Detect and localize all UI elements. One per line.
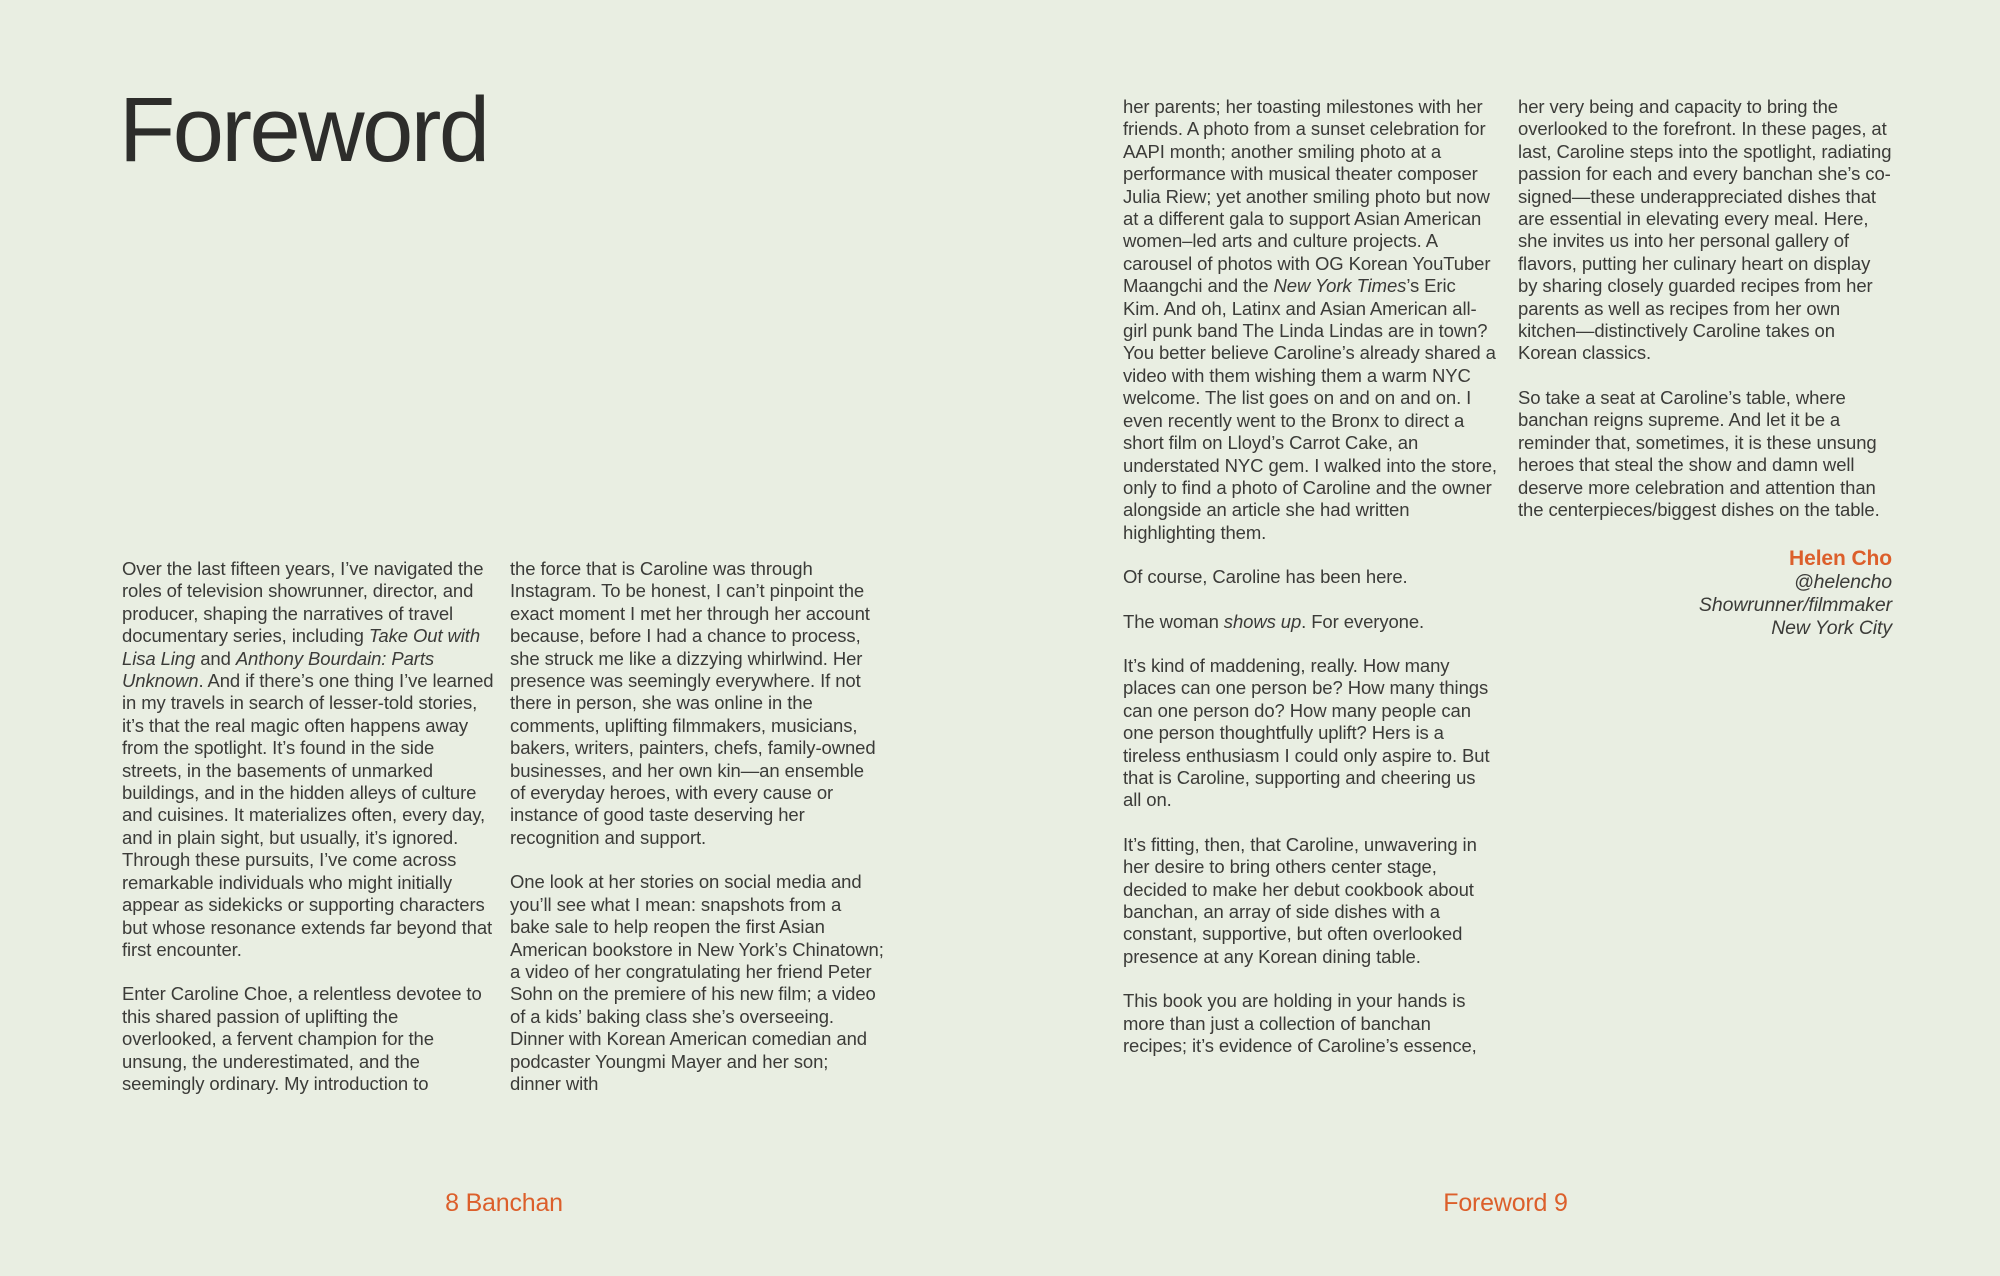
paragraph: The woman shows up. For everyone. xyxy=(1123,610,1425,632)
left-page-footer: 8 Banchan xyxy=(445,1189,563,1217)
signature-block xyxy=(1518,547,1892,640)
paragraph: It’s kind of maddening, really. How many places can one person be? How many things can one person do? How many people can one person thoughtfully uplift? Hers is a tireless enthusiasm I could only aspire to. But that is Caroline, supporting and cheering us all on. xyxy=(1123,654,1490,811)
left-page-column-2 xyxy=(510,558,884,1095)
paragraph: the force that is Caroline was through Instagram. To be honest, I can’t pinpoint the exact moment I met her through her account because, before I had a chance to process, she struck me like a dizzying whirlwind. Her presence was seemingly everywhere. If not there in person, she was online in the comments, uplifting filmmakers, musicians, bakers, writers, painters, chefs, family-owned businesses, and her own kin—an ensemble of everyday heroes, with every cause or instance of good taste deserving her recognition and support. xyxy=(510,558,876,848)
paragraph: It’s fitting, then, that Caroline, unwavering in her desire to bring others center stage, decided to make her debut cookbook about banchan, an array of side dishes with a constant, supportive, but often overlooked presence at any Korean dining table. xyxy=(1123,833,1477,967)
right-page-footer: Foreword 9 xyxy=(1443,1189,1568,1217)
paragraph: her very being and capacity to bring the overlooked to the forefront. In these pages, at last, Caroline steps into the spotlight, radiating passion for each and every banchan she’s co-signed—these underappreciated dishes that are essential in elevating every meal. Here, she invites us into her personal gallery of flavors, putting her culinary heart on display by sharing closely guarded recipes from her parents as well as recipes from her own kitchen—distinctively Caroline takes on Korean classics. xyxy=(1518,96,1892,364)
page-title: Foreword xyxy=(119,79,488,181)
left-page-column-1 xyxy=(122,558,496,1095)
signature-name: Helen Cho xyxy=(1789,547,1892,571)
signature-location: New York City xyxy=(1771,617,1892,640)
right-page-column-2 xyxy=(1518,96,1892,640)
paragraph: Of course, Caroline has been here. xyxy=(1123,566,1408,588)
paragraph: Over the last fifteen years, I’ve navigated the roles of television showrunner, director, and producer, shaping the narratives of travel documentary series, including Take Out with Lisa Ling and Anthony Bourdain: Parts Unknown. And if there’s one thing I’ve learned in my travels in search of lesser-told stories, it’s that the real magic often happens away from the spotlight. It’s found in the side streets, in the basements of unmarked buildings, and in the hidden alleys of culture and cuisines. It materializes often, every day, and in plain sight, but usually, it’s ignored. Through these pursuits, I’ve come across remarkable individuals who might initially appear as sidekicks or supporting characters but whose resonance extends far beyond that first encounter. xyxy=(122,558,494,960)
signature-handle: @helencho xyxy=(1793,571,1892,594)
paragraph: So take a seat at Caroline’s table, where banchan reigns supreme. And let it be a reminder that, sometimes, it is these unsung heroes that steal the show and damn well deserve more celebration and attention than the centerpieces/biggest dishes on the table. xyxy=(1518,386,1880,520)
signature-role: Showrunner/filmmaker xyxy=(1698,594,1892,617)
paragraph: Enter Caroline Choe, a relentless devotee to this shared passion of uplifting the overlooked, a fervent champion for the unsung, the underestimated, and the seemingly ordinary. My introduction to xyxy=(122,983,482,1094)
paragraph: her parents; her toasting milestones with her friends. A photo from a sunset celebration for AAPI month; another smiling photo at a performance with musical theater composer Julia Riew; yet another smiling photo but now at a different gala to support Asian American women–led arts and culture projects. A carousel of photos with OG Korean YouTuber Maangchi and the New York Times’s Eric Kim. And oh, Latinx and Asian American all-girl punk band The Linda Lindas are in town? You better believe Caroline’s already shared a video with them wishing them a warm NYC welcome. The list goes on and on and on. I even recently went to the Bronx to direct a short film on Lloyd’s Carrot Cake, an understated NYC gem. I walked into the store, only to find a photo of Caroline and the owner alongside an article she had written highlighting them. xyxy=(1123,96,1497,543)
paragraph: One look at her stories on social media and you’ll see what I mean: snapshots from a bake sale to help reopen the first Asian American bookstore in New York’s Chinatown; a video of her congratulating her friend Peter Sohn on the premiere of his new film; a video of a kids’ baking class she’s overseeing. Dinner with Korean American comedian and podcaster Youngmi Mayer and her son; dinner with xyxy=(510,871,884,1094)
paragraph: This book you are holding in your hands is more than just a collection of banchan recipes; it’s evidence of Caroline’s essence, xyxy=(1123,990,1477,1057)
right-page-column-1 xyxy=(1123,96,1497,1057)
